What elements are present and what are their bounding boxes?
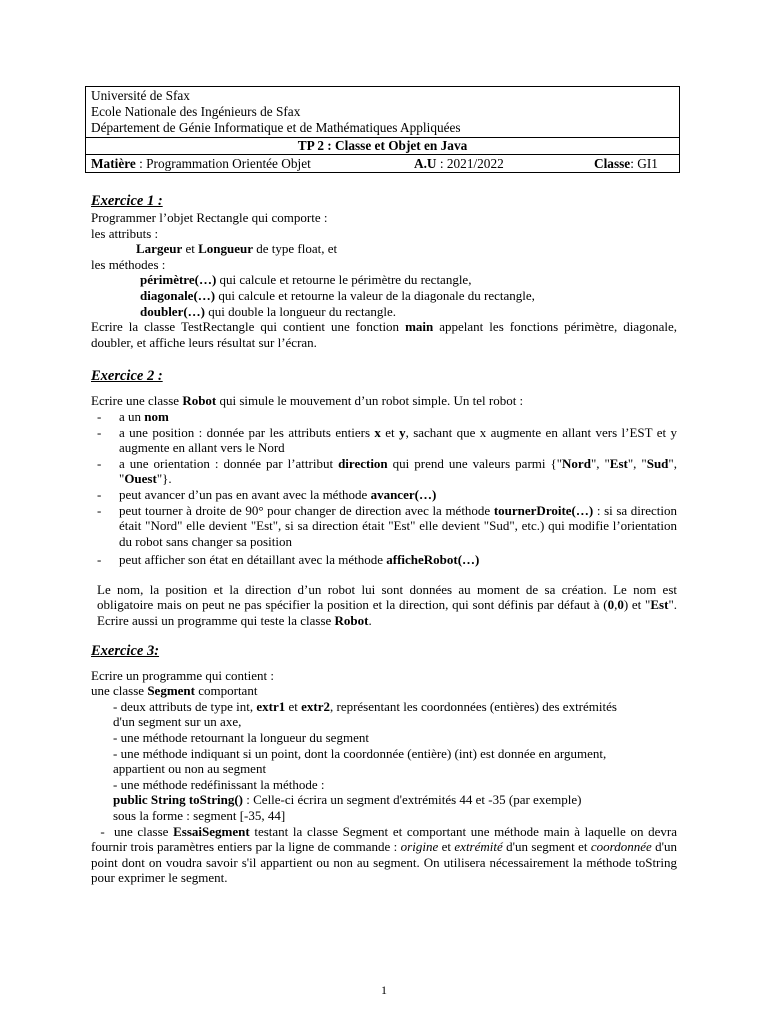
ex3-line-7: public String toString() : Celle-ci écrira un segment d'extrémités 44 et -35 (par exemple) <box>113 792 582 808</box>
ex1-method-diagonale: diagonale(…) qui calcule et retourne la valeur de la diagonale du rectangle, <box>140 287 535 303</box>
department-name: Département de Génie Informatique et de Mathématiques Appliquées <box>91 120 461 135</box>
ex1-attributes-label: les attributs : <box>91 225 159 241</box>
ex2-bullet-position: - a une position : donnée par les attributs entiers x et y, sachant que x augmente en allant vers l’EST et y augmente en allant vers le Nord <box>97 424 677 456</box>
ex1-paragraph: Ecrire la classe TestRectangle qui contient une fonction main appelant les fonctions périmètre, diagonale, doubler, et affiche leurs résultat sur l’écran. <box>91 319 678 350</box>
ex1-methods-label: les méthodes : <box>91 256 166 272</box>
matiere-value: : Programmation Orientée Objet <box>135 156 311 171</box>
matiere-label: Matière <box>91 156 136 171</box>
exercise-1-title: Exercice 1 : <box>91 193 163 209</box>
ex2-bullet-avancer: - peut avancer d’un pas en avant avec la méthode avancer(…) <box>97 486 437 502</box>
document-title: TP 2 : Classe et Objet en Java <box>86 137 679 155</box>
ex1-intro: Programmer l’objet Rectangle qui comporte : <box>91 210 328 225</box>
document-body <box>91 192 677 886</box>
institution-block <box>86 87 679 137</box>
school-name: Ecole Nationale des Ingénieurs de Sfax <box>91 104 301 119</box>
ex3-line-3-cont: d'un segment sur un axe, <box>113 714 242 730</box>
ex3-line-4: - une méthode retournant la longueur du segment <box>113 730 369 746</box>
ex3-paragraph: - une classe EssaiSegment testant la classe Segment et comportant une méthode main à laquelle on devra fournir trois paramètres entiers par la ligne de commande : origine et extrémité d'un segment et coordonnée d'un point dont on voudra savoir s'il appartient ou non au segment. On utilisera nécessairement la méthode toString pour exprimer le segment. <box>91 823 678 886</box>
ex2-bullet-afficher: - peut afficher son état en détaillant avec la méthode afficheRobot(…) <box>97 552 480 568</box>
ex3-line-5-cont: appartient ou non au segment <box>113 761 267 777</box>
ex1-method-perimetre: périmètre(…) qui calcule et retourne le périmètre du rectangle, <box>140 272 472 288</box>
ex1-attributes: Largeur et Longueur de type float, et <box>136 241 338 257</box>
ex3-line-5: - une méthode indiquant si un point, dont la coordonnée (entière) (int) est donnée en argument, <box>113 745 607 761</box>
ex3-line-3: - deux attributs de type int, extr1 et extr2, représentant les coordonnées (entières) des extrémités <box>113 698 617 714</box>
ex2-bullet-nom: - a un nom <box>97 408 169 424</box>
exercise-2-title: Exercice 2 : <box>91 368 163 385</box>
ex1-method-doubler: doubler(…) qui double la longueur du rectangle. <box>140 303 396 319</box>
exercise-3-title: Exercice 3: <box>91 642 160 659</box>
classe-value: : GI1 <box>630 156 658 171</box>
au-label: A.U <box>414 156 437 171</box>
ex3-line-6: - une méthode redéfinissant la méthode : <box>113 776 325 792</box>
ex2-paragraph: Le nom, la position et la direction d’un robot lui sont données au moment de sa création. Le nom est obligatoire mais on peut ne pas spécifier la position et la direction, qui sont définis par défaut à (0,0) et "Est". Ecrire aussi un programme qui teste la classe Robot. <box>97 581 677 629</box>
course-meta-row <box>86 155 679 172</box>
matiere-field <box>91 155 311 172</box>
classe-label: Classe <box>594 156 631 171</box>
au-value: : 2021/2022 <box>436 156 504 171</box>
ex2-bullet-orientation: - a une orientation : donnée par l’attribut direction qui prend une valeurs parmi {"Nord", "Est", "Sud", "Ouest"}. <box>97 455 677 487</box>
ex3-line-2: une classe Segment comportant <box>91 683 258 699</box>
ex3-line-8: sous la forme : segment [-35, 44] <box>113 808 286 823</box>
class-field <box>594 155 658 172</box>
page-number: 1 <box>381 983 387 997</box>
academic-year-field <box>414 155 504 172</box>
ex2-intro: Ecrire une classe Robot qui simule le mouvement d’un robot simple. Un tel robot : <box>91 393 524 409</box>
document-header <box>85 86 680 173</box>
university-name: Université de Sfax <box>91 88 190 103</box>
ex2-bullet-tourner: - peut tourner à droite de 90° pour changer de direction avec la méthode tournerDroite(…) : si sa direction était "Nord" elle devient "Est", si sa direction était "Est" elle devient "Sud", etc.) qui modifie l’orientation du robot sans changer sa position <box>97 502 677 549</box>
ex3-line-1: Ecrire un programme qui contient : <box>91 667 275 683</box>
